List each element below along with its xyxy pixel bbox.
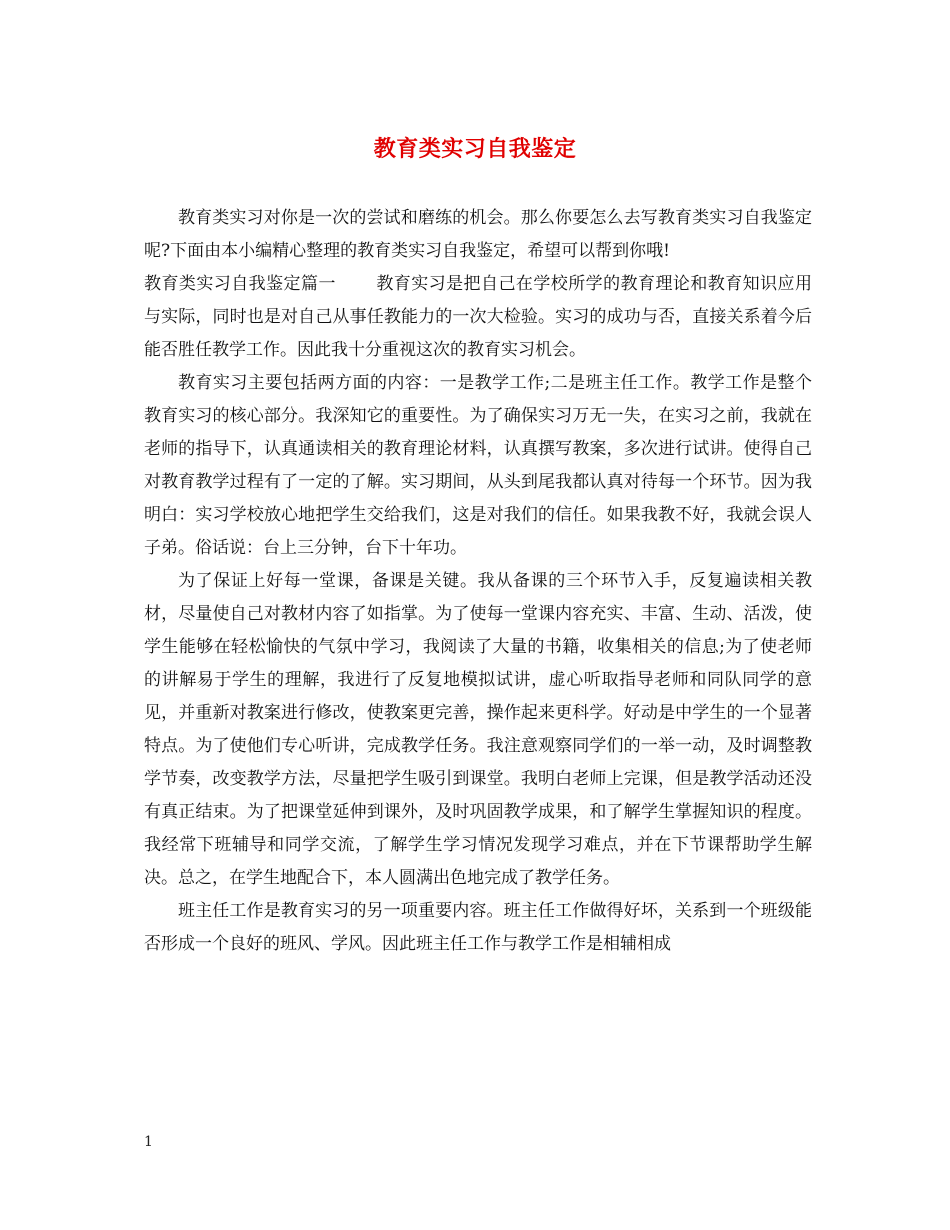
body-paragraph: 班主任工作是教育实习的另一项重要内容。班主任工作做得好坏，关系到一个班级能否形成一个良好的班风、学风。因此班主任工作与教学工作是相辅相成 [144, 901, 812, 954]
body-paragraph: 教育实习主要包括两方面的内容：一是教学工作;二是班主任工作。教学工作是整个教育实习的核心部分。我深知它的重要性。为了确保实习万无一失，在实习之前，我就在老师的指导下，认真通读相关的教育理论材料，认真撰写教案，多次进行试讲。使得自己对教育教学过程有了一定的了解。实习期间，从头到尾我都认真对待每一个环节。因为我明白：实习学校放心地把学生交给我们，这是对我们的信任。如果我教不好，我就会误人子弟。俗话说：台上三分钟，台下十年功。 [144, 373, 812, 558]
body-paragraph: 为了保证上好每一堂课，备课是关键。我从备课的三个环节入手，反复遍读相关教材，尽量使自己对教材内容了如指掌。为了使每一堂课内容充实、丰富、生动、活泼，使学生能够在轻松愉快的气氛中学习，我阅读了大量的书籍，收集相关的信息;为了使老师的讲解易于学生的理解，我进行了反复地模拟试讲，虚心听取指导老师和同队同学的意见，并重新对教案进行修改，使教案更完善，操作起来更科学。好动是中学生的一个显著特点。为了使他们专心听讲，完成教学任务。我注意观察同学们的一举一动，及时调整教学节奏，改变教学方法，尽量把学生吸引到课堂。我明白老师上完课，但是教学活动还没有真正结束。为了把课堂延伸到课外，及时巩固教学成果，和了解学生掌握知识的程度。我经常下班辅导和同学交流，了解学生学习情况发现学习难点，并在下节课帮助学生解决。总之，在学生地配合下，本人圆满出色地完成了教学任务。 [144, 571, 812, 888]
section-lead: 教育实习是把自己在学校所学的教育理论和教育知识应用与实际，同时也是对自己从事任教能力的一次大检验。实习的成功与否，直接关系着今后能否胜任教学工作。因此我十分重视这次的教育实习机会。 [144, 274, 813, 360]
page-number: 1 [144, 1134, 153, 1150]
section-paragraph [144, 268, 812, 367]
document-body [144, 202, 812, 961]
intro-paragraph: 教育类实习对你是一次的尝试和磨练的机会。那么你要怎么去写教育类实习自我鉴定呢?下面由本小编精心整理的教育类实习自我鉴定，希望可以帮到你哦! [144, 208, 812, 261]
document-title: 教育类实习自我鉴定 [373, 136, 577, 162]
section-heading: 教育类实习自我鉴定篇一 [144, 274, 336, 294]
